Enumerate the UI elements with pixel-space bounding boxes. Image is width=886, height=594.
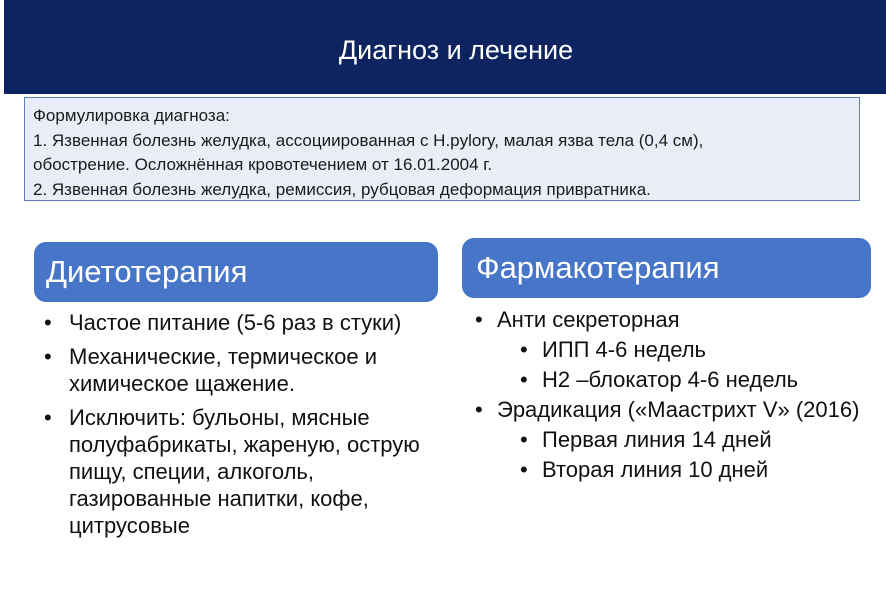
diagnosis-heading: Формулировка диагноза: xyxy=(33,106,230,125)
list-item xyxy=(475,396,875,483)
sub-list-item: • ИПП 4-6 недель xyxy=(497,336,875,363)
diagnosis-line: 1. Язвенная болезнь желудка, ассоциированная с H.pylory, малая язва тела (0,4 см), xyxy=(33,130,704,150)
list-item-label: Анти секреторная xyxy=(497,307,680,332)
pharmacotherapy-header: Фармакотерапия xyxy=(462,238,871,298)
pharmacotherapy-list xyxy=(475,306,875,486)
diet-therapy-list xyxy=(44,309,444,546)
list-item xyxy=(475,306,875,393)
list-item: • Исключить: бульоны, мясные полуфабрикаты, жареную, острую пищу, специи, алкоголь, газированные напитки, кофе, цитрусовые xyxy=(44,404,444,539)
diagnosis-line: 2. Язвенная болезнь желудка, ремиссия, рубцовая деформация привратника. xyxy=(33,179,651,199)
sub-list-item: • Первая линия 14 дней xyxy=(497,426,875,453)
diagnosis-box xyxy=(24,97,860,201)
diagnosis-line: обострение. Осложнённая кровотечением от 16.01.2004 г. xyxy=(33,155,493,175)
sub-list-item: • Н2 –блокатор 4-6 недель xyxy=(497,366,875,393)
sub-list-item: • Вторая линия 10 дней xyxy=(497,456,875,483)
sub-list xyxy=(497,336,875,393)
list-item: • Механические, термическое и химическое щажение. xyxy=(44,343,444,397)
sub-list xyxy=(497,426,875,483)
list-item-label: Эрадикация («Маастрихт V» (2016) xyxy=(497,397,860,422)
slide-title: Диагноз и лечение xyxy=(338,34,574,65)
slide-header xyxy=(4,0,886,94)
list-item: • Частое питание (5-6 раз в стуки) xyxy=(44,309,444,336)
diet-therapy-header: Диетотерапия xyxy=(34,242,438,302)
